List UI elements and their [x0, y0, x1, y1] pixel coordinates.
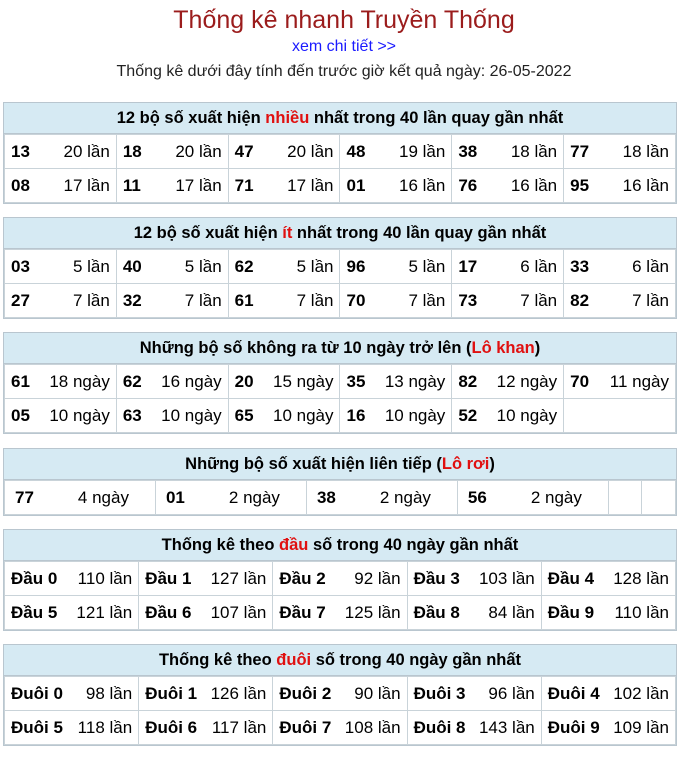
lo-roi-box — [3, 448, 677, 516]
stat-cell — [116, 284, 228, 318]
cell-count: 96 lần — [488, 683, 535, 703]
cell-number: 95 — [570, 175, 590, 195]
duoi-box — [3, 644, 677, 746]
stat-cell — [228, 365, 340, 399]
cell-number: 33 — [570, 256, 590, 276]
stat-cell — [228, 399, 340, 433]
cell-number: 13 — [11, 141, 30, 161]
cell-number: Đuôi 3 — [413, 683, 466, 703]
cell-number: 70 — [346, 290, 366, 310]
cell-count: 5 lần — [408, 256, 446, 276]
cell-count: 2 ngày — [530, 487, 582, 507]
cell-count: 92 lần — [354, 568, 401, 588]
lo-roi-table — [4, 480, 676, 515]
cell-number: Đuôi 1 — [145, 683, 198, 703]
title-text: Những bộ số xuất hiện liên tiếp ( — [185, 455, 442, 473]
duoi-table — [4, 676, 676, 745]
stat-cell — [116, 399, 228, 433]
cell-count: 18 ngày — [49, 371, 110, 391]
stat-cell — [564, 365, 676, 399]
cell-count: 7 lần — [296, 290, 334, 310]
cell-number: 27 — [11, 290, 30, 310]
stat-cell — [5, 481, 156, 515]
stat-cell — [541, 677, 675, 711]
cell-number: 11 — [122, 175, 141, 195]
cell-count: 10 ngày — [272, 405, 334, 425]
title-text: 12 bộ số xuất hiện — [116, 109, 266, 127]
stat-cell — [452, 169, 564, 203]
table-row — [5, 135, 676, 169]
stat-cell — [564, 135, 676, 169]
table-row — [5, 284, 676, 318]
stat-cell — [5, 284, 117, 318]
stat-cell — [155, 481, 306, 515]
title-text: ) — [534, 339, 541, 357]
title-highlight: nhiều — [265, 109, 310, 127]
cell-number: 82 — [458, 371, 478, 391]
dau-title — [4, 530, 676, 561]
stat-cell — [273, 677, 407, 711]
lo-khan-title — [4, 333, 676, 364]
cell-number: 01 — [165, 487, 185, 507]
cell-number: 35 — [346, 371, 366, 391]
table-row — [5, 481, 676, 515]
cell-count: 18 lần — [622, 141, 669, 161]
stat-cell — [541, 596, 675, 630]
cell-count: 10 ngày — [496, 405, 558, 425]
cell-count: 19 lần — [398, 141, 446, 161]
cell-count: 4 ngày — [77, 487, 129, 507]
title-text: Những bộ số không ra từ 10 ngày trở lên ( — [139, 339, 472, 357]
cell-count: 90 lần — [354, 683, 401, 703]
title-highlight: Lô khan — [471, 339, 535, 357]
cell-count: 143 lần — [478, 717, 535, 737]
cell-number: Đuôi 2 — [279, 683, 332, 703]
cell-number: 70 — [570, 371, 590, 391]
cell-count: 7 lần — [520, 290, 558, 310]
cell-number: 71 — [234, 175, 254, 195]
cell-count: 10 ngày — [384, 405, 446, 425]
lo-khan-box — [3, 332, 677, 434]
cell-number: Đuôi 6 — [145, 717, 198, 737]
cell-number: Đầu 4 — [547, 568, 595, 588]
title-highlight: đuôi — [276, 651, 312, 669]
cell-count: 121 lần — [76, 602, 133, 622]
cell-count: 16 lần — [398, 175, 446, 195]
cell-number: 47 — [234, 141, 254, 161]
table-row — [5, 562, 676, 596]
page-subtitle: Thống kê dưới đây tính đến trước giờ kết quả ngày: 26-05-2022 — [116, 63, 572, 80]
page-title: Thống kê nhanh Truyền Thống — [173, 6, 515, 34]
stat-cell — [273, 562, 407, 596]
cell-number: 48 — [346, 141, 366, 161]
stat-cell — [564, 250, 676, 284]
cell-number: Đầu 0 — [11, 568, 58, 588]
cell-number: 16 — [346, 405, 366, 425]
stat-cell — [5, 250, 117, 284]
cell-count: 13 ngày — [384, 371, 446, 391]
cell-number: 56 — [467, 487, 487, 507]
stat-cell — [5, 399, 117, 433]
title-text: số trong 40 ngày gần nhất — [311, 651, 522, 669]
cell-count: 5 lần — [72, 256, 110, 276]
most-frequent-box — [3, 102, 677, 204]
stat-cell — [139, 596, 273, 630]
page-header — [0, 4, 688, 86]
cell-number: Đuôi 5 — [11, 717, 63, 737]
cell-number: Đuôi 4 — [547, 683, 600, 703]
cell-number: 61 — [234, 290, 254, 310]
cell-number: 32 — [122, 290, 142, 310]
least-frequent-box — [3, 217, 677, 319]
stat-cell — [5, 711, 139, 745]
stat-cell — [564, 169, 676, 203]
stat-cell — [407, 711, 541, 745]
cell-number: 52 — [458, 405, 478, 425]
cell-number: 77 — [15, 487, 34, 507]
cell-count: 125 lần — [344, 602, 401, 622]
cell-count: 102 lần — [613, 683, 669, 703]
table-row — [5, 596, 676, 630]
least-frequent-title — [4, 218, 676, 249]
stat-cell — [564, 284, 676, 318]
cell-number: Đầu 1 — [145, 568, 192, 588]
cell-count: 11 ngày — [609, 371, 669, 391]
stat-cell — [452, 365, 564, 399]
stat-cell — [340, 169, 452, 203]
cell-number: 18 — [122, 141, 142, 161]
cell-number: Đầu 7 — [279, 602, 326, 622]
title-text: ) — [489, 455, 495, 473]
stat-cell — [407, 596, 541, 630]
cell-count: 7 lần — [184, 290, 222, 310]
cell-count: 6 lần — [520, 256, 558, 276]
lo-khan-table — [4, 364, 676, 433]
cell-number: 38 — [458, 141, 478, 161]
most-frequent-title — [4, 103, 676, 134]
cell-number: Đuôi 8 — [413, 717, 466, 737]
title-text: Thống kê theo — [158, 651, 277, 669]
cell-number: Đầu 6 — [145, 602, 192, 622]
title-highlight: Lô rơi — [441, 455, 490, 473]
cell-number: Đầu 3 — [413, 568, 460, 588]
cell-count: 2 ngày — [379, 487, 431, 507]
cell-number: Đầu 9 — [547, 602, 595, 622]
cell-count: 117 lần — [211, 717, 267, 737]
cell-count: 7 lần — [72, 290, 110, 310]
table-row — [5, 250, 676, 284]
cell-count: 20 lần — [63, 141, 110, 161]
cell-count: 18 lần — [510, 141, 558, 161]
stat-cell — [116, 135, 228, 169]
empty-cell — [608, 481, 642, 515]
stat-cell — [116, 365, 228, 399]
stat-cell — [5, 562, 139, 596]
cell-count: 10 ngày — [161, 405, 222, 425]
detail-link[interactable]: xem chi tiết >> — [291, 38, 397, 55]
cell-number: Đuôi 9 — [547, 717, 600, 737]
cell-count: 103 lần — [478, 568, 535, 588]
stat-cell — [139, 677, 273, 711]
cell-number: 03 — [11, 256, 30, 276]
cell-count: 20 lần — [175, 141, 222, 161]
stat-cell — [5, 365, 117, 399]
empty-cell — [642, 481, 676, 515]
table-row — [5, 677, 676, 711]
cell-count: 16 ngày — [161, 371, 222, 391]
cell-count: 15 ngày — [272, 371, 334, 391]
stat-cell — [452, 135, 564, 169]
cell-number: Đuôi 0 — [11, 683, 63, 703]
cell-number: 17 — [458, 256, 478, 276]
stat-cell — [228, 135, 340, 169]
cell-number: Đầu 5 — [11, 602, 58, 622]
table-row — [5, 399, 676, 433]
cell-count: 98 lần — [85, 683, 133, 703]
stat-cell — [139, 711, 273, 745]
cell-count: 7 lần — [408, 290, 446, 310]
cell-count: 2 ngày — [228, 487, 280, 507]
cell-count: 6 lần — [632, 256, 669, 276]
cell-count: 109 lần — [613, 717, 669, 737]
cell-number: 61 — [11, 371, 30, 391]
stat-cell — [306, 481, 457, 515]
cell-count: 17 lần — [175, 175, 222, 195]
table-row — [5, 711, 676, 745]
cell-number: 96 — [346, 256, 366, 276]
stat-cell — [457, 481, 608, 515]
stat-cell — [452, 399, 564, 433]
stat-cell — [5, 596, 139, 630]
cell-number: 01 — [346, 175, 366, 195]
cell-number: Đuôi 7 — [279, 717, 332, 737]
least-frequent-table — [4, 249, 676, 318]
cell-count: 126 lần — [210, 683, 267, 703]
dau-box — [3, 529, 677, 631]
cell-count: 5 lần — [184, 256, 222, 276]
cell-count: 108 lần — [344, 717, 401, 737]
stat-cell — [228, 169, 340, 203]
title-text: số trong 40 ngày gần nhất — [308, 536, 519, 554]
stat-cell — [340, 250, 452, 284]
stat-cell — [340, 399, 452, 433]
stat-cell — [273, 711, 407, 745]
cell-count: 10 ngày — [49, 405, 110, 425]
title-highlight: đầu — [279, 536, 309, 554]
cell-number: 77 — [570, 141, 590, 161]
cell-count: 20 lần — [287, 141, 334, 161]
title-highlight: ít — [282, 224, 293, 242]
cell-count: 110 lần — [77, 568, 133, 588]
stat-cell — [452, 250, 564, 284]
title-text: Thống kê theo — [161, 536, 280, 554]
cell-number: 38 — [316, 487, 336, 507]
stat-cell — [5, 169, 117, 203]
duoi-title — [4, 645, 676, 676]
stat-cell — [116, 169, 228, 203]
stat-cell — [541, 562, 675, 596]
stat-cell — [228, 250, 340, 284]
stat-cell — [228, 284, 340, 318]
cell-number: 05 — [11, 405, 30, 425]
cell-count: 128 lần — [613, 568, 669, 588]
stat-cell — [139, 562, 273, 596]
cell-number: Đầu 2 — [279, 568, 326, 588]
stat-cell — [340, 365, 452, 399]
stat-cell — [5, 677, 139, 711]
cell-count: 12 ngày — [496, 371, 558, 391]
cell-number: 40 — [122, 256, 142, 276]
stat-cell — [116, 250, 228, 284]
stat-cell — [564, 399, 676, 433]
cell-number: 08 — [11, 175, 30, 195]
title-text: nhất trong 40 lần quay gần nhất — [309, 109, 564, 127]
cell-number: Đầu 8 — [413, 602, 460, 622]
cell-number: 62 — [234, 256, 254, 276]
cell-count: 17 lần — [63, 175, 110, 195]
stat-cell — [273, 596, 407, 630]
cell-count: 110 lần — [614, 602, 669, 622]
cell-count: 17 lần — [287, 175, 334, 195]
cell-number: 65 — [234, 405, 254, 425]
cell-count: 7 lần — [632, 290, 669, 310]
cell-count: 118 lần — [77, 717, 133, 737]
lo-roi-title — [4, 449, 676, 480]
stat-cell — [5, 135, 117, 169]
cell-count: 16 lần — [510, 175, 558, 195]
cell-count: 84 lần — [488, 602, 535, 622]
cell-number: 62 — [122, 371, 142, 391]
table-row — [5, 365, 676, 399]
title-text: 12 bộ số xuất hiện — [133, 224, 283, 242]
stat-cell — [340, 284, 452, 318]
cell-number: 20 — [234, 371, 254, 391]
dau-table — [4, 561, 676, 630]
stat-cell — [407, 562, 541, 596]
cell-number: 63 — [122, 405, 142, 425]
cell-number: 76 — [458, 175, 478, 195]
stat-cell — [340, 135, 452, 169]
table-row — [5, 169, 676, 203]
title-text: nhất trong 40 lần quay gần nhất — [292, 224, 547, 242]
stat-cell — [452, 284, 564, 318]
cell-count: 127 lần — [210, 568, 267, 588]
cell-number: 82 — [570, 290, 590, 310]
cell-count: 107 lần — [210, 602, 267, 622]
stat-cell — [407, 677, 541, 711]
cell-count: 5 lần — [296, 256, 334, 276]
most-frequent-table — [4, 134, 676, 203]
stat-cell — [541, 711, 675, 745]
cell-number: 73 — [458, 290, 478, 310]
cell-count: 16 lần — [622, 175, 669, 195]
